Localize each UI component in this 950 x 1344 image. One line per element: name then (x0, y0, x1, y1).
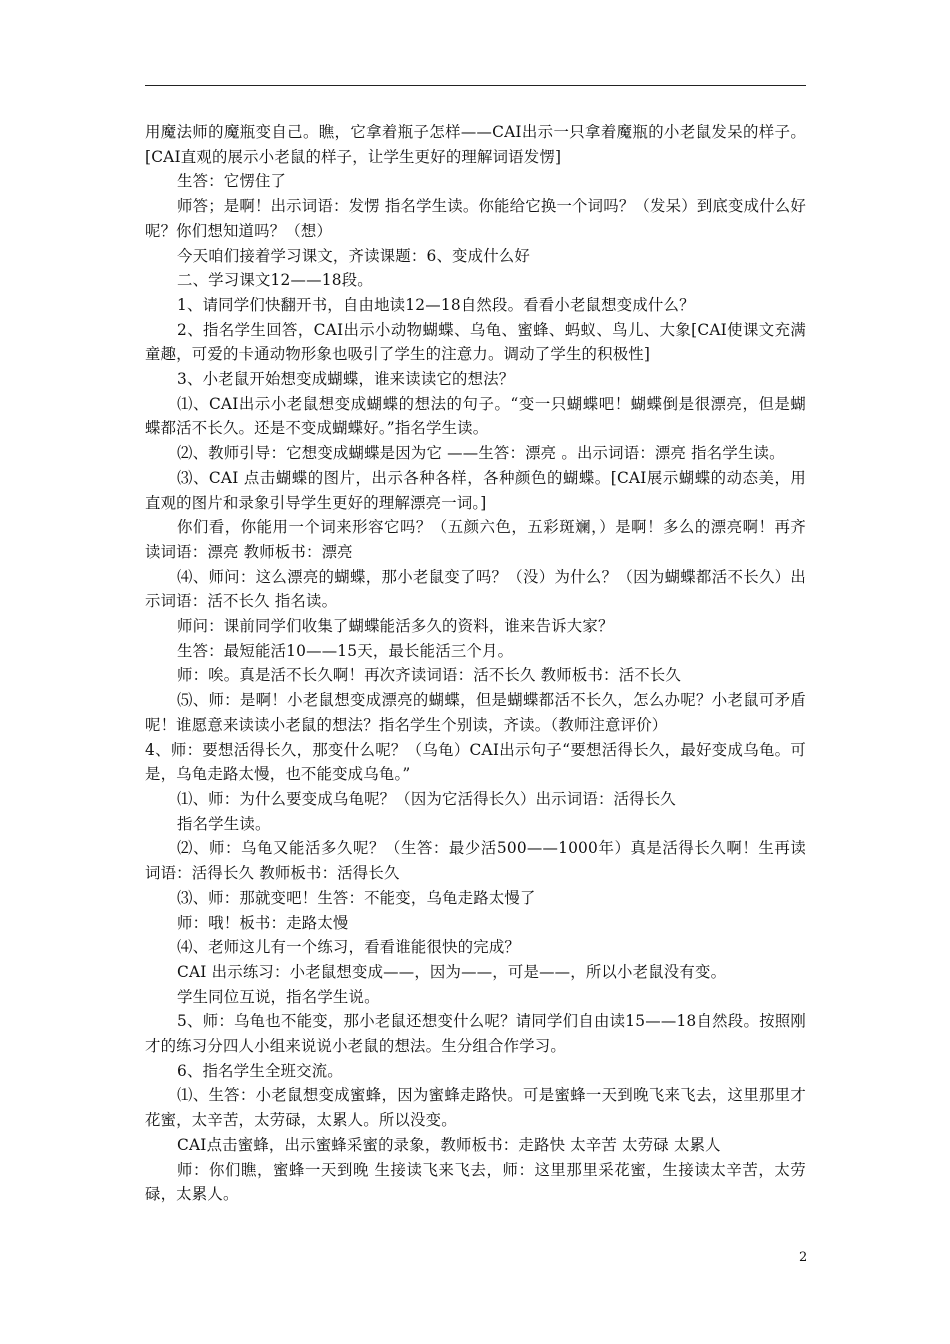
paragraph: ⑶、师：那就变吧！生答：不能变，乌龟走路太慢了 (177, 888, 536, 907)
paragraph: 师：唉。真是活不长久啊！再次齐读词语：活不长久 教师板书：活不长久 (177, 666, 681, 685)
paragraph: ⑸、师：是啊！小老鼠想变成漂亮的蝴蝶，但是蝴蝶都活不长久，怎么办呢？小老鼠可矛盾呢！谁愿意来读读小老鼠的想法？指名学生个别读，齐读。（教师注意评价） (145, 691, 806, 734)
paragraph: 学生同位互说，指名学生说。 (177, 987, 380, 1006)
paragraph: 2、指名学生回答，CAI出示小动物蝴蝶、乌龟、蜜蜂、蚂蚁、鸟儿、大象[CAI使课文充满童趣，可爱的卡通动物形象也吸引了学生的注意力。调动了学生的积极性] (145, 320, 806, 364)
paragraph: 指名学生读。 (177, 814, 271, 833)
paragraph: 师问：课前同学们收集了蝴蝶能活多久的资料，谁来告诉大家？ (177, 617, 614, 636)
paragraph: ⑷、师问：这么漂亮的蝴蝶，那小老鼠变了吗？（没）为什么？（因为蝴蝶都活不长久）出示词语：活不长久 指名读。 (145, 567, 806, 611)
paragraph: ⑷、老师这儿有一个练习，看看谁能很快的完成？ (177, 938, 520, 957)
paragraph: 师：你们瞧，蜜蜂一天到晚 生接读飞来飞去，师：这里那里采花蜜，生接读太辛苦，太劳碌，太累人。 (145, 1160, 806, 1204)
paragraph: 用魔法师的魔瓶变自己。瞧，它拿着瓶子怎样——CAI出示一只拿着魔瓶的小老鼠发呆的样子。[CAI直观的展示小老鼠的样子，让学生更好的理解词语发愣] (145, 123, 806, 166)
paragraph: ⑴、师：为什么要变成乌龟呢？（因为它活得长久）出示词语：活得长久 (177, 789, 676, 808)
paragraph: 4、师：要想活得长久，那变什么呢？（乌龟）CAI出示句子“要想活得长久，最好变成乌龟。可是，乌龟走路太慢，也不能变成乌龟。” (145, 740, 806, 784)
paragraph: ⑴、CAI出示小老鼠想变成蝴蝶的想法的句子。“变一只蝴蝶吧！蝴蝶倒是很漂亮，但是蝴蝶都活不长久。还是不变成蝴蝶好。”指名学生读。 (145, 394, 806, 438)
paragraph: 师：哦！板书：走路太慢 (177, 913, 349, 932)
paragraph: ⑶、CAI 点击蝴蝶的图片，出示各种各样，各种颜色的蝴蝶。[CAI展示蝴蝶的动态美，用直观的图片和录象引导学生更好的理解漂亮一词。] (145, 468, 806, 512)
header-rule (145, 85, 806, 86)
paragraph: ⑵、师：乌龟又能活多久呢？（生答：最少活500——1000年）真是活得长久啊！生再读词语：活得长久 教师板书：活得长久 (145, 839, 806, 883)
paragraph: 1、请同学们快翻开书，自由地读12—18自然段。看看小老鼠想变成什么？ (177, 295, 695, 314)
paragraph: 5、师：乌龟也不能变，那小老鼠还想变什么呢？请同学们自由读15——18自然段。按照刚才的练习分四人小组来说说小老鼠的想法。生分组合作学习。 (145, 1012, 806, 1056)
paragraph: CAI点击蜜蜂，出示蜜蜂采蜜的录象，教师板书：走路快 太辛苦 太劳碌 太累人 (177, 1135, 721, 1154)
paragraph: 你们看，你能用一个词来形容它吗？（五颜六色，五彩斑斓，）是啊！多么的漂亮啊！再齐读词语：漂亮 教师板书：漂亮 (145, 518, 806, 561)
paragraph: 生答：它愣住了 (177, 172, 287, 191)
page-number: 2 (799, 1250, 808, 1265)
paragraph: 今天咱们接着学习课文，齐读课题：6、变成什么好 (177, 246, 530, 265)
paragraph: CAI 出示练习：小老鼠想变成——，因为——，可是——，所以小老鼠没有变。 (177, 962, 727, 981)
paragraph: ⑴、生答：小老鼠想变成蜜蜂，因为蜜蜂走路快。可是蜜蜂一天到晚飞来飞去，这里那里才花蜜，太辛苦，太劳碌，太累人。所以没变。 (145, 1086, 806, 1130)
paragraph: 二、学习课文12——18段。 (177, 271, 373, 290)
paragraph: 师答；是啊！出示词语：发愣 指名学生读。你能给它换一个词吗？（发呆）到底变成什么好呢？你们想知道吗？（想） (145, 197, 806, 240)
paragraph: 生答：最短能活10——15天，最长能活三个月。 (177, 641, 514, 660)
paragraph: 6、指名学生全班交流。 (177, 1061, 343, 1080)
body-text (145, 120, 806, 1207)
paragraph: 3、小老鼠开始想变成蝴蝶，谁来读读它的想法？ (177, 370, 515, 389)
paragraph: ⑵、教师引导：它想变成蝴蝶是因为它 ——生答：漂亮 。出示词语：漂亮 指名学生读。 (177, 444, 785, 463)
